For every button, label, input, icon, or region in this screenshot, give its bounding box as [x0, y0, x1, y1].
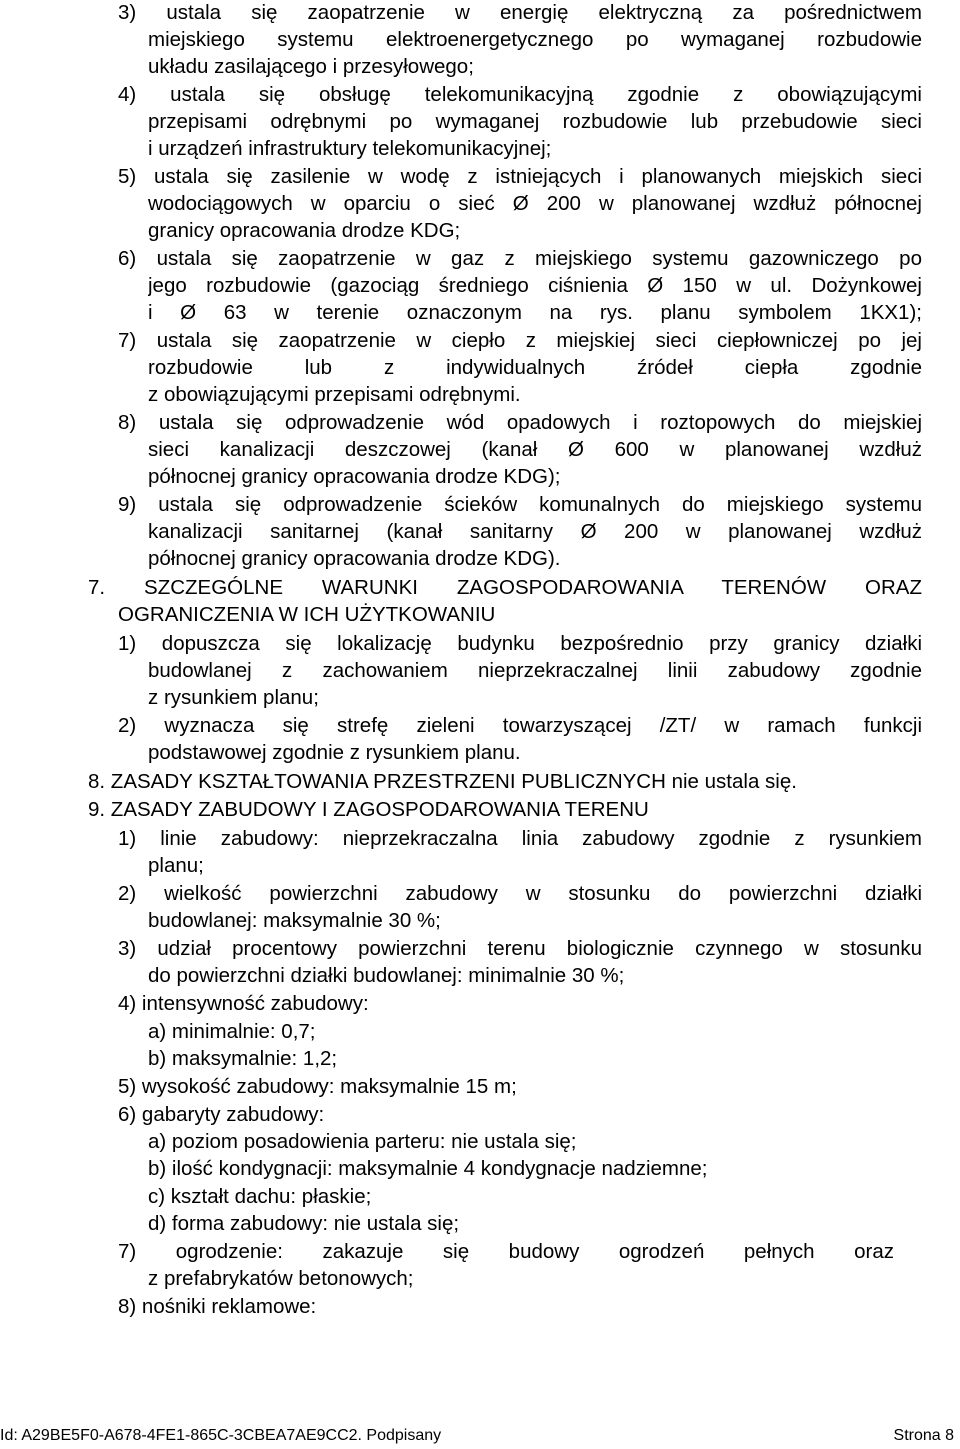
text-line: granicy opracowania drodze KDG; — [148, 219, 461, 242]
text-line: podstawowej zgodnie z rysunkiem planu. — [148, 741, 521, 764]
text-line: 8) nośniki reklamowe: — [118, 1295, 317, 1318]
text-line: 9) ustala się odprowadzenie ścieków komunalnych do miejskiego systemu — [118, 493, 922, 516]
text-line: a) poziom posadowienia parteru: nie ustala się; — [148, 1130, 577, 1153]
text-line: układu zasilającego i przesyłowego; — [148, 55, 474, 78]
text-line: 6) gabaryty zabudowy: — [118, 1103, 325, 1126]
text-line: b) ilość kondygnacji: maksymalnie 4 kondygnacje nadziemne; — [148, 1157, 708, 1180]
text-line: 5) ustala się zasilenie w wodę z istniejących i planowanych miejskich sieci — [118, 165, 922, 188]
section-heading: 9. ZASADY ZABUDOWY I ZAGOSPODAROWANIA TERENU — [88, 798, 649, 821]
text-line: 5) wysokość zabudowy: maksymalnie 15 m; — [118, 1075, 517, 1098]
text-line: północnej granicy opracowania drodze KDG); — [148, 465, 561, 488]
text-line: planu; — [148, 854, 204, 877]
section-heading: 7. SZCZEGÓLNE WARUNKI ZAGOSPODAROWANIA TERENÓW ORAZ — [88, 576, 922, 599]
text-line: przepisami odrębnymi po wymaganej rozbudowie lub przebudowie sieci — [148, 110, 922, 133]
text-line: 2) wyznacza się strefę zieleni towarzyszącej /ZT/ w ramach funkcji — [118, 714, 922, 737]
text-line: 8) ustala się odprowadzenie wód opadowych i roztopowych do miejskiej — [118, 411, 922, 434]
text-line: d) forma zabudowy: nie ustala się; — [148, 1212, 460, 1235]
text-line: budowlanej: maksymalnie 30 %; — [148, 909, 441, 932]
text-line: 4) ustala się obsługę telekomunikacyjną zgodnie z obowiązującymi — [118, 83, 922, 106]
text-line: północnej granicy opracowania drodze KDG). — [148, 547, 561, 570]
text-line: 2) wielkość powierzchni zabudowy w stosunku do powierzchni działki — [118, 882, 922, 905]
page-number: Strona 8 — [893, 1427, 954, 1444]
text-line: do powierzchni działki budowlanej: minimalnie 30 %; — [148, 964, 625, 987]
text-line: jego rozbudowie (gazociąg średniego ciśnienia Ø 150 w ul. Dożynkowej — [148, 274, 922, 297]
text-line: i urządzeń infrastruktury telekomunikacyjnej; — [148, 137, 552, 160]
text-line: budowlanej z zachowaniem nieprzekraczalnej linii zabudowy zgodnie — [148, 659, 922, 682]
text-line: 3) ustala się zaopatrzenie w energię elektryczną za pośrednictwem — [118, 1, 922, 24]
text-line: sieci kanalizacji deszczowej (kanał Ø 600 w planowanej wzdłuż — [148, 438, 922, 461]
text-line: kanalizacji sanitarnej (kanał sanitarny Ø 200 w planowanej wzdłuż — [148, 520, 922, 543]
text-line: a) minimalnie: 0,7; — [148, 1020, 316, 1043]
text-line: 1) linie zabudowy: nieprzekraczalna linia zabudowy zgodnie z rysunkiem — [118, 827, 922, 850]
text-line: b) maksymalnie: 1,2; — [148, 1047, 338, 1070]
text-line: i Ø 63 w terenie oznaczonym na rys. planu symbolem 1KX1); — [148, 301, 922, 324]
section-heading: OGRANICZENIA W ICH UŻYTKOWANIU — [118, 603, 496, 626]
document-id-footer: Id: A29BE5F0-A678-4FE1-865C-3CBEA7AE9CC2. Podpisany — [0, 1427, 442, 1444]
text-line: z prefabrykatów betonowych; — [148, 1267, 414, 1290]
text-line: miejskiego systemu elektroenergetycznego po wymaganej rozbudowie — [148, 28, 922, 51]
text-line: z rysunkiem planu; — [148, 686, 319, 709]
text-line: 7) ustala się zaopatrzenie w ciepło z miejskiej sieci ciepłowniczej po jej — [118, 329, 922, 352]
text-line: 3) udział procentowy powierzchni terenu biologicznie czynnego w stosunku — [118, 937, 922, 960]
text-line: z obowiązującymi przepisami odrębnymi. — [148, 383, 521, 406]
section-heading: 8. ZASADY KSZTAŁTOWANIA PRZESTRZENI PUBLICZNYCH nie ustala się. — [88, 770, 797, 793]
text-line: 4) intensywność zabudowy: — [118, 992, 369, 1015]
text-line: wodociągowych w oparciu o sieć Ø 200 w planowanej wzdłuż północnej — [148, 192, 922, 215]
text-line: 6) ustala się zaopatrzenie w gaz z miejskiego systemu gazowniczego po — [118, 247, 922, 270]
text-line: rozbudowie lub z indywidualnych źródeł ciepła zgodnie — [148, 356, 922, 379]
text-line: 7) ogrodzenie: zakazuje się budowy ogrodzeń pełnych oraz — [118, 1240, 894, 1263]
text-line: c) kształt dachu: płaskie; — [148, 1185, 372, 1208]
text-line: 1) dopuszcza się lokalizację budynku bezpośrednio przy granicy działki — [118, 632, 922, 655]
